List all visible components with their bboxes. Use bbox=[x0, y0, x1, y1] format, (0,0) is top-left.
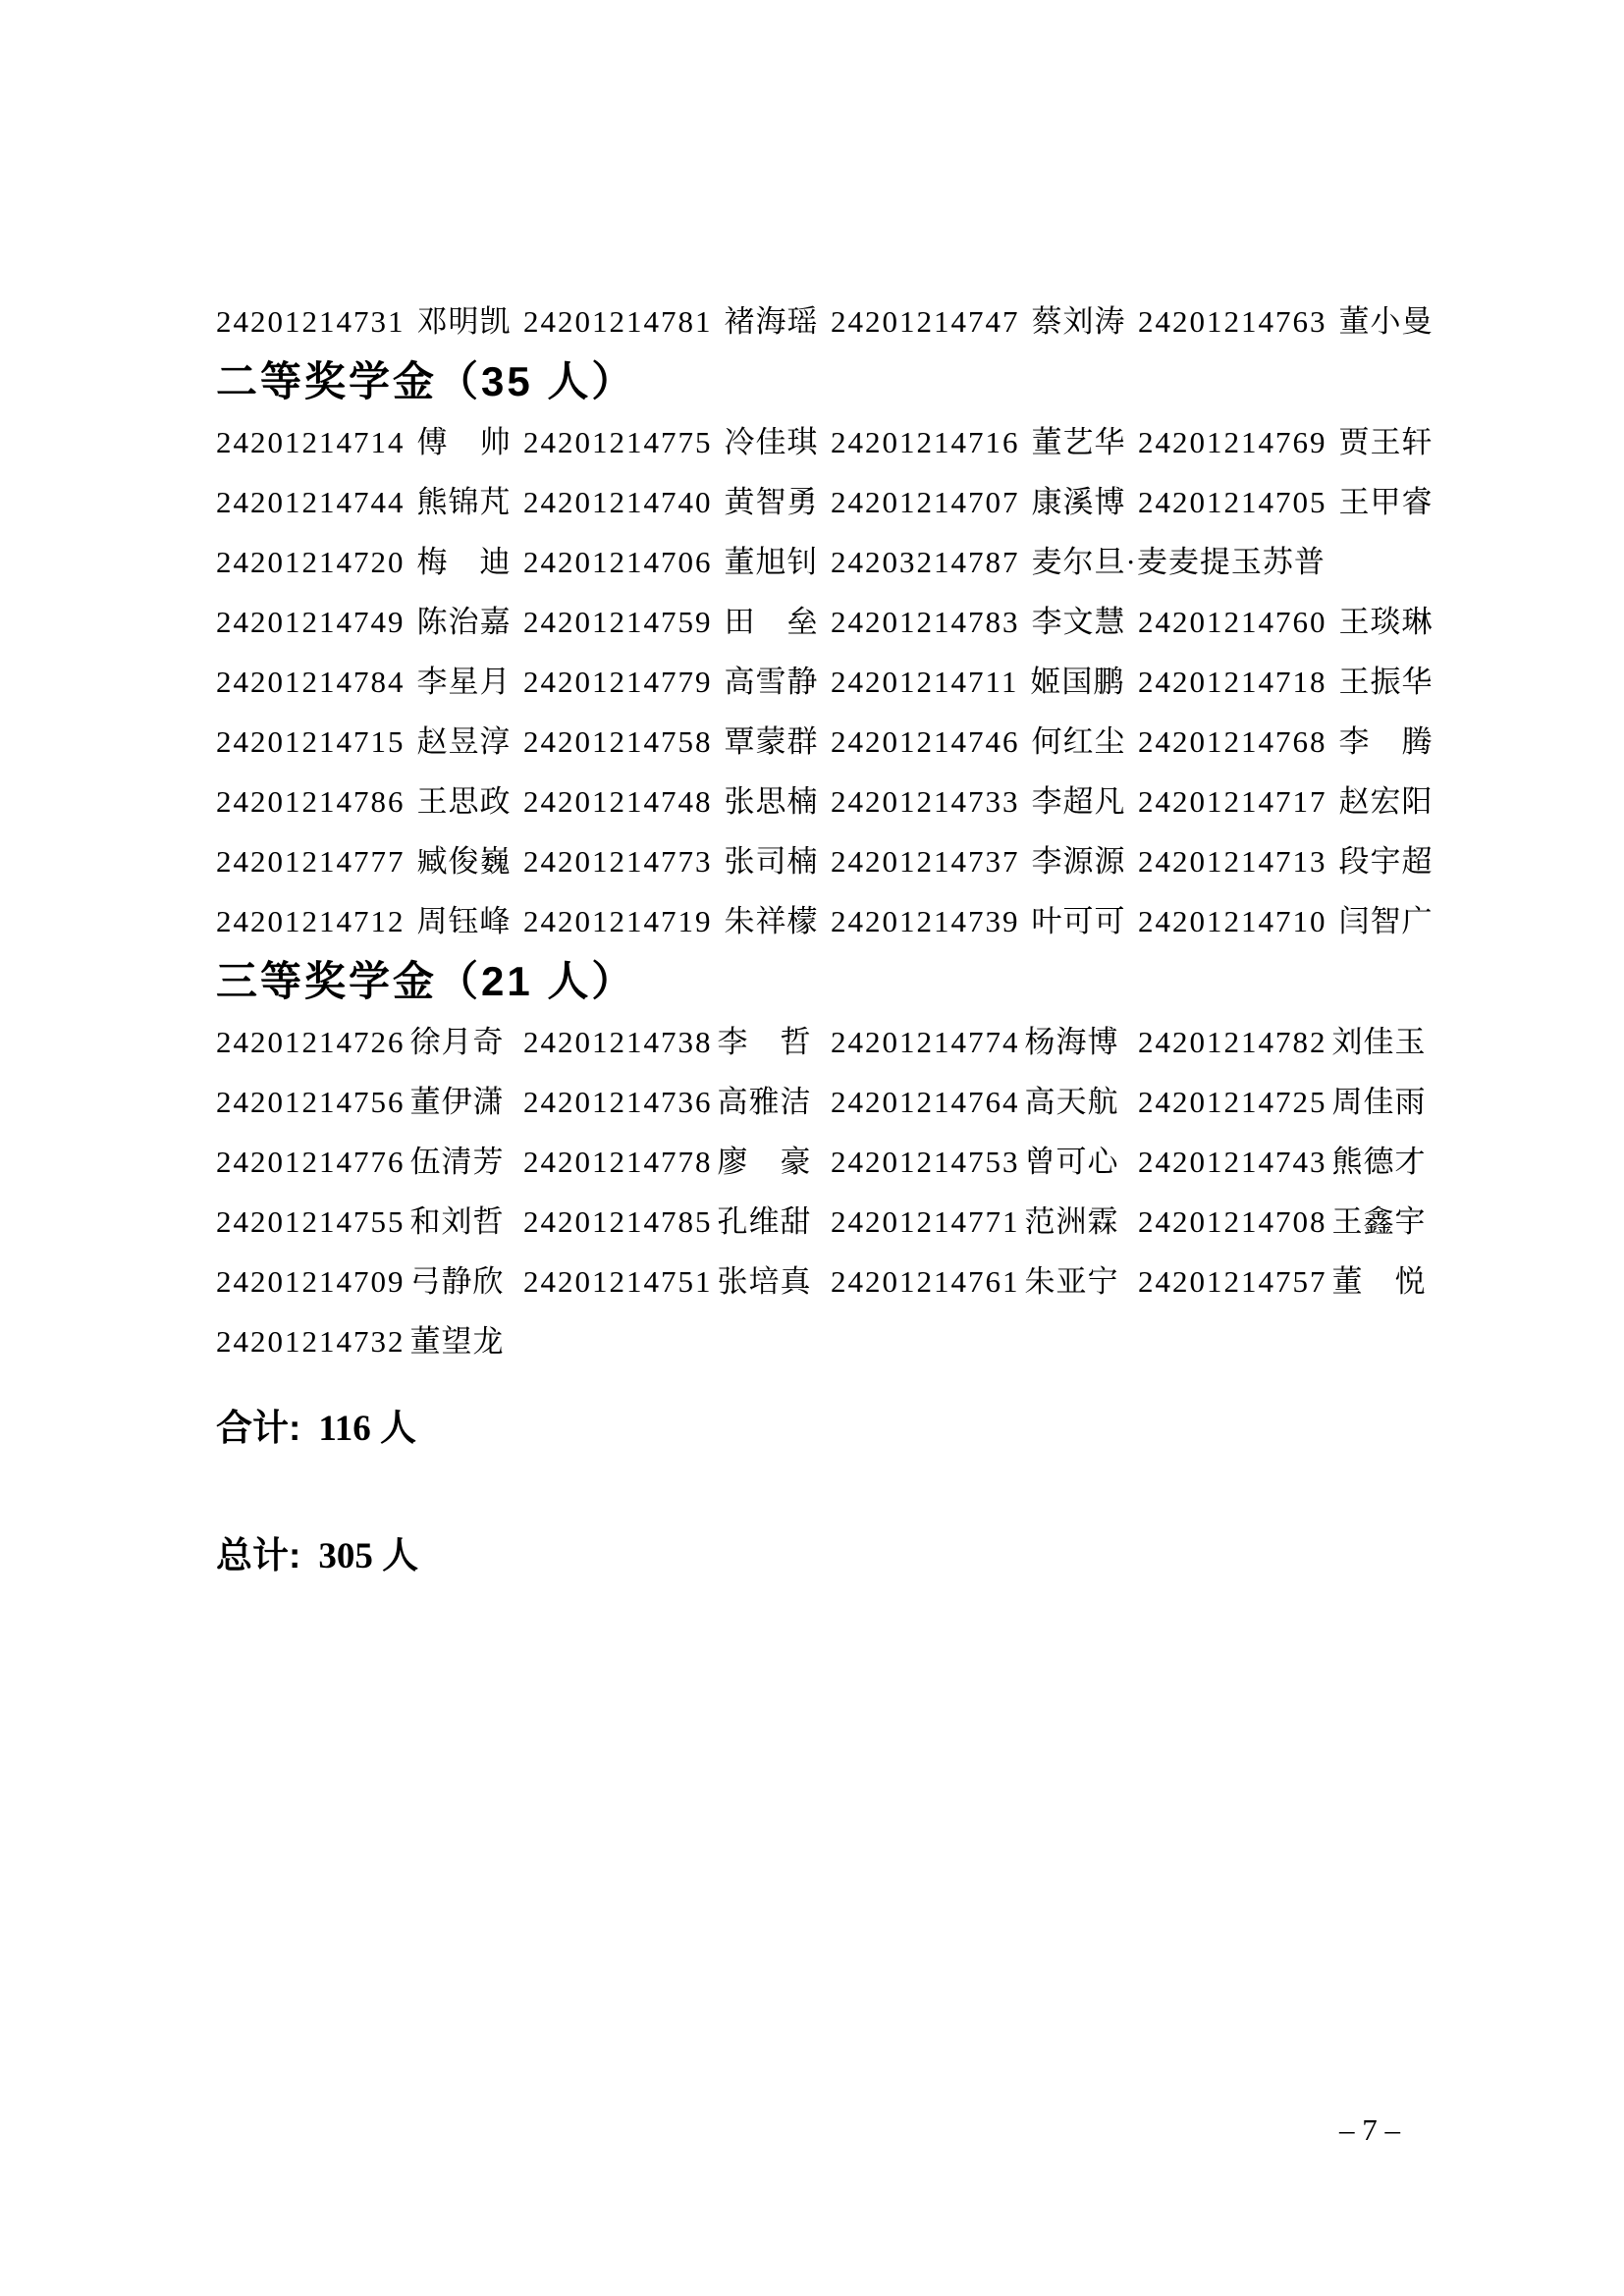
student-id: 24201214774 bbox=[831, 1025, 1020, 1059]
student-id: 24201214733 bbox=[831, 784, 1020, 819]
student-id: 24201214706 bbox=[523, 545, 713, 579]
student-id: 24201214731 bbox=[216, 304, 406, 339]
student-id: 24201214773 bbox=[523, 844, 713, 879]
student-id: 24201214751 bbox=[523, 1264, 713, 1299]
scholarship-entry bbox=[523, 532, 831, 592]
student-name: 张司楠 bbox=[724, 844, 819, 879]
student-id: 24201214718 bbox=[1138, 665, 1327, 699]
scholarship-entry bbox=[523, 1072, 831, 1132]
scholarship-entry bbox=[831, 292, 1138, 351]
scholarship-entry bbox=[523, 652, 831, 712]
student-name: 褚海瑶 bbox=[724, 304, 819, 339]
scholarship-row bbox=[216, 1132, 1487, 1192]
student-id: 24201214749 bbox=[216, 605, 406, 639]
student-name: 贾王轩 bbox=[1338, 425, 1434, 459]
scholarship-entry bbox=[1138, 891, 1434, 951]
student-name: 周佳雨 bbox=[1331, 1085, 1427, 1119]
scholarship-entry bbox=[216, 1311, 505, 1371]
student-name: 赵昱淳 bbox=[416, 724, 512, 759]
scholarship-entry bbox=[216, 891, 523, 951]
student-name: 朱亚宁 bbox=[1024, 1264, 1119, 1299]
scholarship-entry bbox=[523, 891, 831, 951]
scholarship-entry bbox=[1138, 831, 1434, 891]
subtotal-label: 合计: bbox=[216, 1408, 301, 1448]
student-id: 24201214712 bbox=[216, 904, 406, 938]
student-id: 24201214740 bbox=[523, 485, 713, 519]
student-id: 24201214748 bbox=[523, 784, 713, 819]
student-id: 24201214744 bbox=[216, 485, 406, 519]
student-id: 24201214707 bbox=[831, 485, 1020, 519]
student-name: 徐月奇 bbox=[409, 1025, 505, 1059]
student-id: 24201214717 bbox=[1138, 784, 1327, 819]
student-name: 麦尔旦·麦麦提玉苏普 bbox=[1031, 545, 1326, 579]
page-number: – 7 – bbox=[1339, 2112, 1400, 2147]
student-name: 王琰琳 bbox=[1338, 605, 1434, 639]
student-id: 24201214757 bbox=[1138, 1264, 1327, 1299]
scholarship-row bbox=[216, 532, 1487, 592]
scholarship-entry bbox=[831, 532, 1326, 592]
grand-total-value: 305 人 bbox=[318, 1536, 419, 1576]
scholarship-entry bbox=[216, 772, 523, 831]
subtotal-line bbox=[216, 1399, 1487, 1458]
student-name: 李 哲 bbox=[717, 1025, 812, 1059]
student-id: 24201214746 bbox=[831, 724, 1020, 759]
student-id: 24201214786 bbox=[216, 784, 406, 819]
student-id: 24201214725 bbox=[1138, 1085, 1327, 1119]
student-name: 孔维甜 bbox=[717, 1204, 812, 1239]
scholarship-entry bbox=[216, 1192, 523, 1252]
student-name: 赵宏阳 bbox=[1338, 784, 1434, 819]
scholarship-row bbox=[216, 292, 1487, 351]
student-name: 段宇超 bbox=[1338, 844, 1434, 879]
scholarship-row bbox=[216, 891, 1487, 951]
scholarship-row bbox=[216, 712, 1487, 772]
student-id: 24201214714 bbox=[216, 425, 406, 459]
student-id: 24201214763 bbox=[1138, 304, 1327, 339]
student-name: 康溪博 bbox=[1031, 485, 1126, 519]
student-name: 蔡刘涛 bbox=[1031, 304, 1126, 339]
scholarship-entry bbox=[523, 292, 831, 351]
scholarship-entry bbox=[216, 1072, 523, 1132]
scholarship-entry bbox=[1138, 712, 1434, 772]
student-name: 廖 豪 bbox=[717, 1145, 812, 1179]
scholarship-entry bbox=[523, 831, 831, 891]
student-id: 24201214747 bbox=[831, 304, 1020, 339]
student-name: 曾可心 bbox=[1024, 1145, 1119, 1179]
scholarship-sections bbox=[216, 351, 1487, 1371]
scholarship-entry bbox=[831, 1192, 1138, 1252]
student-name: 高雅洁 bbox=[717, 1085, 812, 1119]
scholarship-row bbox=[216, 1012, 1487, 1072]
student-id: 24201214719 bbox=[523, 904, 713, 938]
scholarship-row bbox=[216, 472, 1487, 532]
student-name: 冷佳琪 bbox=[724, 425, 819, 459]
student-id: 24201214755 bbox=[216, 1204, 406, 1239]
scholarship-entry bbox=[216, 831, 523, 891]
scholarship-entry bbox=[831, 472, 1138, 532]
student-name: 王振华 bbox=[1338, 665, 1434, 699]
student-name: 覃蒙群 bbox=[724, 724, 819, 759]
student-id: 24201214764 bbox=[831, 1085, 1020, 1119]
scholarship-row bbox=[216, 1072, 1487, 1132]
student-id: 24201214736 bbox=[523, 1085, 713, 1119]
student-name: 田 垒 bbox=[724, 605, 819, 639]
student-id: 24201214705 bbox=[1138, 485, 1327, 519]
scholarship-entry bbox=[831, 1072, 1138, 1132]
scholarship-entry bbox=[831, 1012, 1138, 1072]
scholarship-row bbox=[216, 1192, 1487, 1252]
scholarship-entry bbox=[523, 1012, 831, 1072]
scholarship-row bbox=[216, 1252, 1487, 1311]
student-name: 董旭钊 bbox=[724, 545, 819, 579]
student-id: 24201214715 bbox=[216, 724, 406, 759]
scholarship-entry bbox=[1138, 292, 1434, 351]
scholarship-entry bbox=[1138, 472, 1434, 532]
scholarship-entry bbox=[1138, 1252, 1427, 1311]
scholarship-entry bbox=[216, 532, 523, 592]
scholarship-entry bbox=[1138, 592, 1434, 652]
student-name: 熊锦芃 bbox=[416, 485, 512, 519]
student-name: 董望龙 bbox=[409, 1324, 505, 1359]
student-name: 董伊潇 bbox=[409, 1085, 505, 1119]
student-id: 24201214776 bbox=[216, 1145, 406, 1179]
student-id: 24201214775 bbox=[523, 425, 713, 459]
scholarship-entry bbox=[523, 1252, 831, 1311]
student-name: 熊德才 bbox=[1331, 1145, 1427, 1179]
student-name: 董艺华 bbox=[1031, 425, 1126, 459]
student-name: 张思楠 bbox=[724, 784, 819, 819]
scholarship-entry bbox=[831, 1132, 1138, 1192]
student-id: 24201214708 bbox=[1138, 1204, 1327, 1239]
student-id: 24201214778 bbox=[523, 1145, 713, 1179]
scholarship-section bbox=[216, 351, 1487, 951]
student-id: 24201214738 bbox=[523, 1025, 713, 1059]
leading-entries-row bbox=[216, 292, 1487, 351]
student-name: 周钰峰 bbox=[416, 904, 512, 938]
student-id: 24201214784 bbox=[216, 665, 406, 699]
scholarship-entry bbox=[1138, 1192, 1427, 1252]
scholarship-row bbox=[216, 652, 1487, 712]
student-name: 李文慧 bbox=[1031, 605, 1126, 639]
scholarship-entry bbox=[216, 1012, 523, 1072]
student-name: 朱祥檬 bbox=[724, 904, 819, 938]
student-id: 24201214732 bbox=[216, 1324, 406, 1359]
student-id: 24201214756 bbox=[216, 1085, 406, 1119]
student-name: 邓明凯 bbox=[416, 304, 512, 339]
student-id: 24201214759 bbox=[523, 605, 713, 639]
scholarship-entry bbox=[523, 1132, 831, 1192]
student-name: 王鑫宇 bbox=[1331, 1204, 1427, 1239]
subtotal-value: 116 人 bbox=[318, 1409, 417, 1449]
scholarship-entry bbox=[1138, 772, 1434, 831]
grand-total-line bbox=[216, 1526, 1487, 1585]
student-id: 24201214783 bbox=[831, 605, 1020, 639]
scholarship-entry bbox=[1138, 652, 1434, 712]
student-id: 24201214769 bbox=[1138, 425, 1327, 459]
scholarship-entry bbox=[216, 412, 523, 472]
student-name: 王甲睿 bbox=[1338, 485, 1434, 519]
document-content bbox=[216, 292, 1487, 1585]
student-id: 24201214761 bbox=[831, 1264, 1020, 1299]
student-name: 伍清芳 bbox=[409, 1145, 505, 1179]
student-id: 24201214779 bbox=[523, 665, 713, 699]
student-name: 姬国鹏 bbox=[1030, 665, 1125, 699]
section-title: 二等奖学金（35 人） bbox=[216, 358, 636, 404]
scholarship-entry bbox=[831, 412, 1138, 472]
student-name: 高天航 bbox=[1024, 1085, 1119, 1119]
scholarship-entry bbox=[216, 1252, 523, 1311]
scholarship-entry bbox=[1138, 1012, 1427, 1072]
section-title: 三等奖学金（21 人） bbox=[216, 958, 636, 1004]
student-id: 24201214710 bbox=[1138, 904, 1327, 938]
student-id: 24201214739 bbox=[831, 904, 1020, 938]
scholarship-entry bbox=[523, 712, 831, 772]
student-id: 24201214709 bbox=[216, 1264, 406, 1299]
scholarship-entry bbox=[216, 472, 523, 532]
student-name: 刘佳玉 bbox=[1331, 1025, 1427, 1059]
scholarship-entry bbox=[216, 652, 523, 712]
student-name: 李超凡 bbox=[1031, 784, 1126, 819]
student-id: 24201214758 bbox=[523, 724, 713, 759]
student-id: 24201214785 bbox=[523, 1204, 713, 1239]
student-id: 24201214720 bbox=[216, 545, 406, 579]
student-id: 24201214716 bbox=[831, 425, 1020, 459]
scholarship-row bbox=[216, 592, 1487, 652]
student-name: 陈治嘉 bbox=[416, 605, 512, 639]
student-name: 弓静欣 bbox=[409, 1264, 505, 1299]
student-id: 24201214768 bbox=[1138, 724, 1327, 759]
scholarship-entry bbox=[1138, 1132, 1427, 1192]
student-id: 24201214743 bbox=[1138, 1145, 1327, 1179]
student-id: 24201214711 bbox=[831, 665, 1019, 699]
student-name: 傅 帅 bbox=[416, 425, 512, 459]
scholarship-entry bbox=[216, 1132, 523, 1192]
student-id: 24201214771 bbox=[831, 1204, 1020, 1239]
scholarship-section bbox=[216, 951, 1487, 1371]
student-name: 高雪静 bbox=[724, 665, 819, 699]
scholarship-entry bbox=[523, 1192, 831, 1252]
student-id: 24201214781 bbox=[523, 304, 713, 339]
student-id: 24203214787 bbox=[831, 545, 1020, 579]
scholarship-entry bbox=[216, 592, 523, 652]
scholarship-entry bbox=[1138, 412, 1434, 472]
scholarship-entry bbox=[523, 472, 831, 532]
student-name: 和刘哲 bbox=[409, 1204, 505, 1239]
student-id: 24201214753 bbox=[831, 1145, 1020, 1179]
scholarship-entry bbox=[831, 891, 1138, 951]
scholarship-row bbox=[216, 772, 1487, 831]
student-name: 范洲霖 bbox=[1024, 1204, 1119, 1239]
student-name: 叶可可 bbox=[1031, 904, 1126, 938]
student-name: 杨海博 bbox=[1024, 1025, 1119, 1059]
student-name: 梅 迪 bbox=[416, 545, 512, 579]
student-name: 李星月 bbox=[416, 665, 512, 699]
student-name: 何红尘 bbox=[1031, 724, 1126, 759]
student-name: 黄智勇 bbox=[724, 485, 819, 519]
scholarship-entry bbox=[1138, 1072, 1427, 1132]
scholarship-row bbox=[216, 412, 1487, 472]
scholarship-entry bbox=[831, 831, 1138, 891]
scholarship-entry bbox=[216, 292, 523, 351]
scholarship-entry bbox=[216, 712, 523, 772]
scholarship-entry bbox=[831, 772, 1138, 831]
totals-block bbox=[216, 1399, 1487, 1585]
student-name: 臧俊巍 bbox=[416, 844, 512, 879]
scholarship-entry bbox=[523, 412, 831, 472]
student-id: 24201214777 bbox=[216, 844, 406, 879]
student-name: 李源源 bbox=[1031, 844, 1126, 879]
scholarship-entry bbox=[831, 712, 1138, 772]
student-id: 24201214737 bbox=[831, 844, 1020, 879]
student-id: 24201214713 bbox=[1138, 844, 1327, 879]
student-id: 24201214782 bbox=[1138, 1025, 1327, 1059]
student-id: 24201214760 bbox=[1138, 605, 1327, 639]
scholarship-row bbox=[216, 1311, 1487, 1371]
scholarship-entry bbox=[831, 652, 1138, 712]
student-id: 24201214726 bbox=[216, 1025, 406, 1059]
student-name: 王思政 bbox=[416, 784, 512, 819]
student-name: 闫智广 bbox=[1338, 904, 1434, 938]
scholarship-entry bbox=[523, 772, 831, 831]
grand-total-label: 总计: bbox=[216, 1535, 301, 1575]
student-name: 董小曼 bbox=[1338, 304, 1434, 339]
scholarship-entry bbox=[831, 592, 1138, 652]
student-name: 董 悦 bbox=[1331, 1264, 1427, 1299]
student-name: 李 腾 bbox=[1338, 724, 1434, 759]
student-name: 张培真 bbox=[717, 1264, 812, 1299]
scholarship-entry bbox=[523, 592, 831, 652]
scholarship-entry bbox=[831, 1252, 1138, 1311]
scholarship-row bbox=[216, 831, 1487, 891]
